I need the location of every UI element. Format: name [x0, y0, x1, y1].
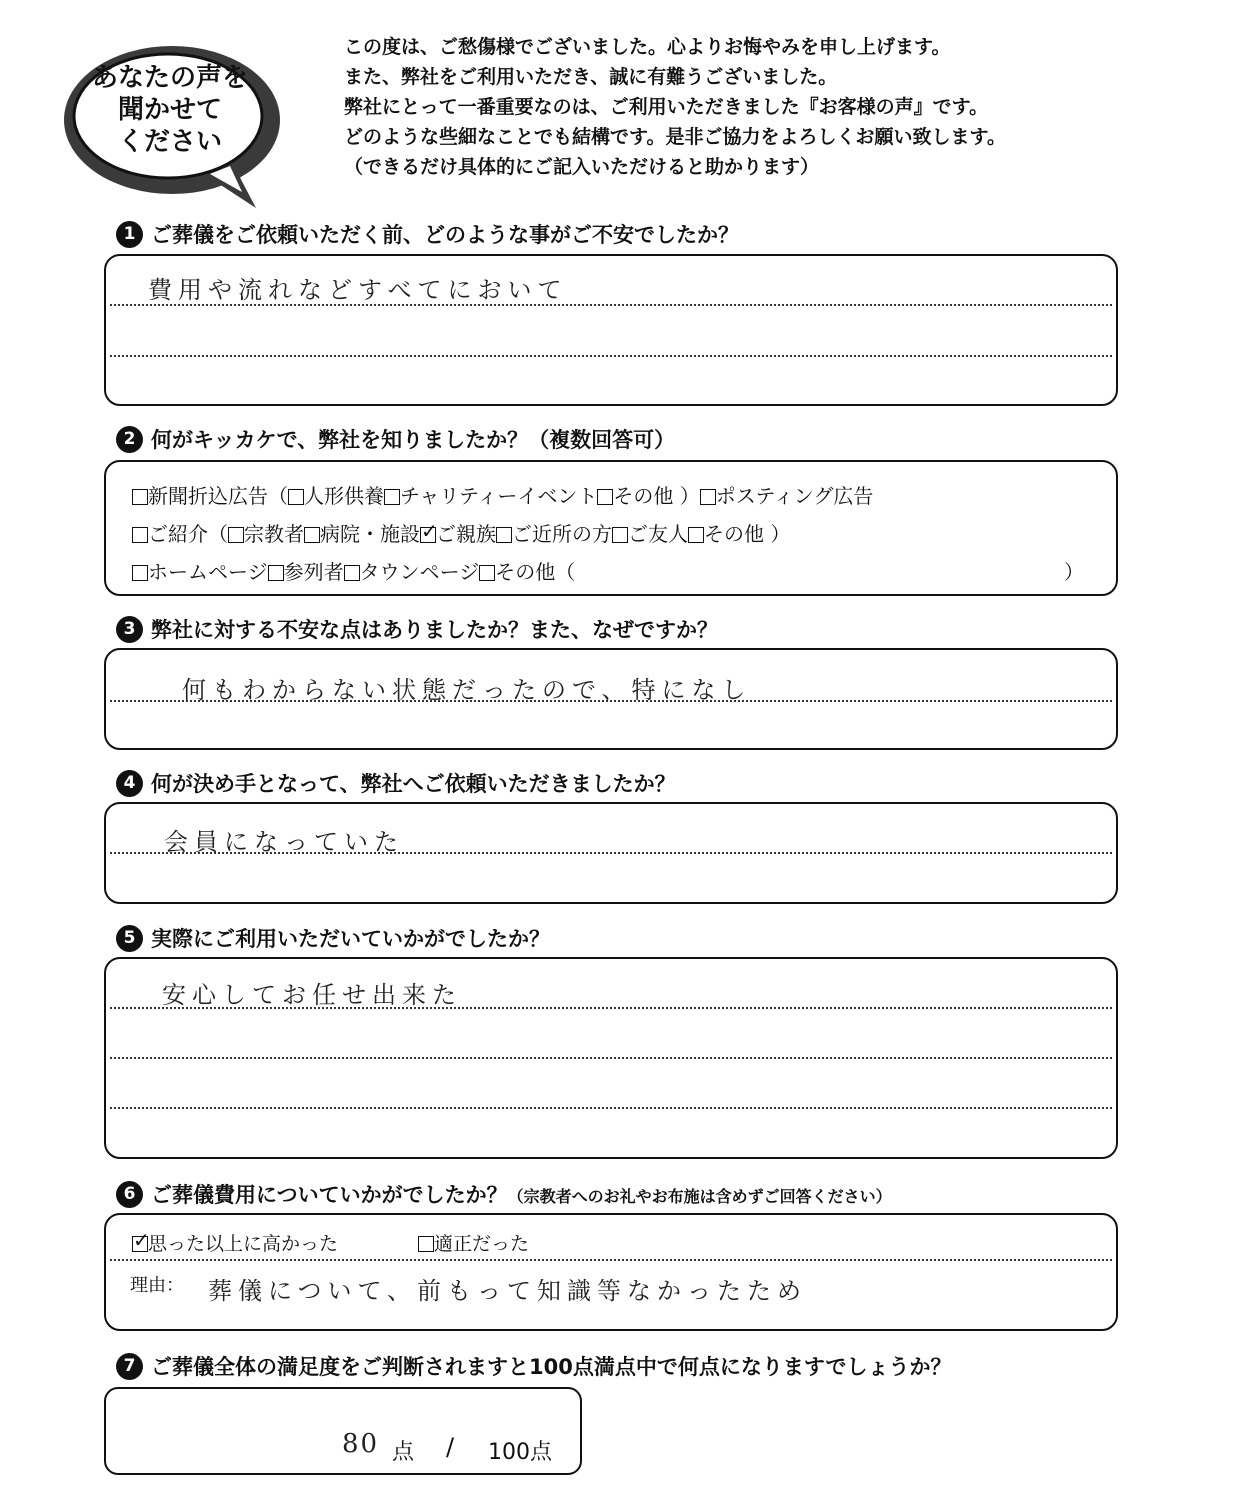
question-number-badge: 2 — [116, 426, 143, 453]
dotted-line — [110, 1107, 1112, 1109]
question-5-answer-box[interactable] — [104, 957, 1118, 1159]
bubble-text: あなたの声を 聞かせて ください — [91, 63, 248, 157]
question-4-answer: 会員になっていた — [164, 828, 404, 856]
question-3-answer: 何もわからない状態だったので、特になし — [182, 676, 752, 704]
checkbox[interactable] — [418, 1236, 434, 1252]
options-row-1 — [132, 480, 873, 509]
question-number-badge: 5 — [116, 925, 143, 952]
question-3-heading — [116, 615, 718, 645]
option-homepage[interactable]: ホームページ — [132, 556, 268, 585]
option-hospital[interactable]: 病院・施設 — [304, 518, 420, 547]
question-number-badge: 1 — [116, 221, 143, 248]
question-2-options-box — [104, 460, 1118, 596]
cost-options-row — [132, 1229, 529, 1256]
option-other-1[interactable]: その他 ） — [597, 480, 699, 509]
option-relatives[interactable]: ✓ ご親族 — [420, 518, 496, 547]
checkbox[interactable] — [344, 565, 360, 581]
question-6-title: ご葬儀費用についていかがでしたか？ — [151, 1183, 508, 1207]
option-other-3[interactable]: その他（ — [479, 556, 575, 585]
question-1-heading — [116, 220, 739, 250]
checkbox[interactable] — [132, 489, 148, 505]
question-4-title: 何が決め手となって、弊社へご依頼いただきましたか？ — [151, 772, 676, 796]
option-referral[interactable]: ご紹介（ — [132, 518, 228, 547]
question-6-subtitle: （宗教者へのお礼やお布施は含めずご回答ください） — [507, 1187, 892, 1206]
question-2-title: 何がキッカケで、弊社を知りましたか？（複数回答可） — [151, 428, 676, 452]
checkbox[interactable] — [132, 527, 148, 543]
checkbox[interactable] — [612, 527, 628, 543]
checkbox-checked[interactable] — [420, 527, 436, 543]
question-7-title: ご葬儀全体の満足度をご判断されますと100点満点中で何点になりますでしょうか？ — [151, 1355, 952, 1379]
intro-line: また、弊社をご利用いただき、誠に有難うございました。 — [344, 66, 838, 88]
dotted-line — [110, 1057, 1112, 1059]
intro-line: 弊社にとって一番重要なのは、ご利用いただきました『お客様の声』です。 — [344, 96, 989, 118]
voice-speech-bubble — [60, 40, 280, 210]
question-4-heading — [116, 769, 676, 799]
intro-line: この度は、ご愁傷様でございました。心よりお悔やみを申し上げます。 — [344, 36, 951, 58]
checkbox[interactable] — [268, 565, 284, 581]
question-number-badge: 3 — [116, 616, 143, 643]
option-charity-event[interactable]: チャリティーイベント — [384, 480, 597, 509]
option-religious[interactable]: 宗教者 — [228, 518, 304, 547]
options-row-3 — [132, 556, 575, 585]
score-max: 100点 — [488, 1440, 552, 1465]
reason-label: 理由： — [130, 1275, 184, 1296]
question-1-answer: 費用や流れなどすべてにおいて — [148, 276, 568, 304]
options-row-2 — [132, 518, 790, 547]
question-5-title: 実際にご利用いただいていかがでしたか？ — [151, 927, 550, 951]
question-1-title: ご葬儀をご依頼いただく前、どのような事がご不安でしたか？ — [151, 223, 739, 247]
dotted-line — [110, 1259, 1112, 1261]
question-5-answer: 安心してお任せ出来た — [162, 981, 462, 1009]
option-newspaper-insert[interactable]: 新聞折込広告（ — [132, 480, 288, 509]
question-6-answer-box — [104, 1213, 1118, 1331]
question-5-heading — [116, 924, 550, 954]
question-4-answer-box[interactable] — [104, 802, 1118, 904]
question-2-heading — [116, 425, 675, 455]
option-townpage[interactable]: タウンページ — [344, 556, 480, 585]
other-close-paren: ） — [1064, 560, 1084, 584]
checkbox[interactable] — [700, 489, 716, 505]
question-3-answer-box[interactable] — [104, 648, 1118, 750]
question-number-badge: 6 — [116, 1181, 143, 1208]
checkbox[interactable] — [288, 489, 304, 505]
checkbox[interactable] — [384, 489, 400, 505]
question-6-heading — [116, 1180, 892, 1212]
question-number-badge: 7 — [116, 1353, 143, 1380]
option-attendee[interactable]: 参列者 — [268, 556, 344, 585]
dotted-line — [110, 355, 1112, 357]
question-3-title: 弊社に対する不安な点はありましたか？また、なぜですか？ — [151, 618, 718, 642]
option-doll-memorial[interactable]: 人形供養 — [288, 480, 384, 509]
checkbox-checked[interactable] — [132, 1236, 148, 1252]
option-neighbors[interactable]: ご近所の方 — [496, 518, 612, 547]
score-separator: / — [446, 1433, 455, 1461]
intro-line: （できるだけ具体的にご記入いただけると助かります） — [344, 156, 820, 178]
intro-message — [344, 32, 1214, 182]
score-unit: 点 — [392, 1440, 415, 1465]
checkbox[interactable] — [479, 565, 495, 581]
checkbox[interactable] — [597, 489, 613, 505]
option-higher-than-expected[interactable]: ✓思った以上に高かった — [132, 1229, 338, 1256]
question-6-reason[interactable]: 葬儀について、前もって知識等なかったため — [208, 1277, 808, 1305]
question-7-heading — [116, 1352, 951, 1382]
option-friends[interactable]: ご友人 — [612, 518, 688, 547]
intro-line: どのような些細なことでも結構です。是非ご協力をよろしくお願い致します。 — [344, 126, 1006, 148]
question-1-answer-box[interactable] — [104, 254, 1118, 406]
checkbox[interactable] — [228, 527, 244, 543]
option-appropriate[interactable]: 適正だった — [418, 1229, 529, 1256]
checkbox[interactable] — [304, 527, 320, 543]
satisfaction-score-box[interactable] — [104, 1387, 582, 1475]
option-posting-ad[interactable]: ポスティング広告 — [700, 480, 874, 509]
question-number-badge: 4 — [116, 770, 143, 797]
checkbox[interactable] — [688, 527, 704, 543]
checkbox[interactable] — [496, 527, 512, 543]
checkbox[interactable] — [132, 565, 148, 581]
satisfaction-score[interactable]: 80 — [342, 1429, 380, 1459]
option-other-2[interactable]: その他 ） — [688, 518, 790, 547]
